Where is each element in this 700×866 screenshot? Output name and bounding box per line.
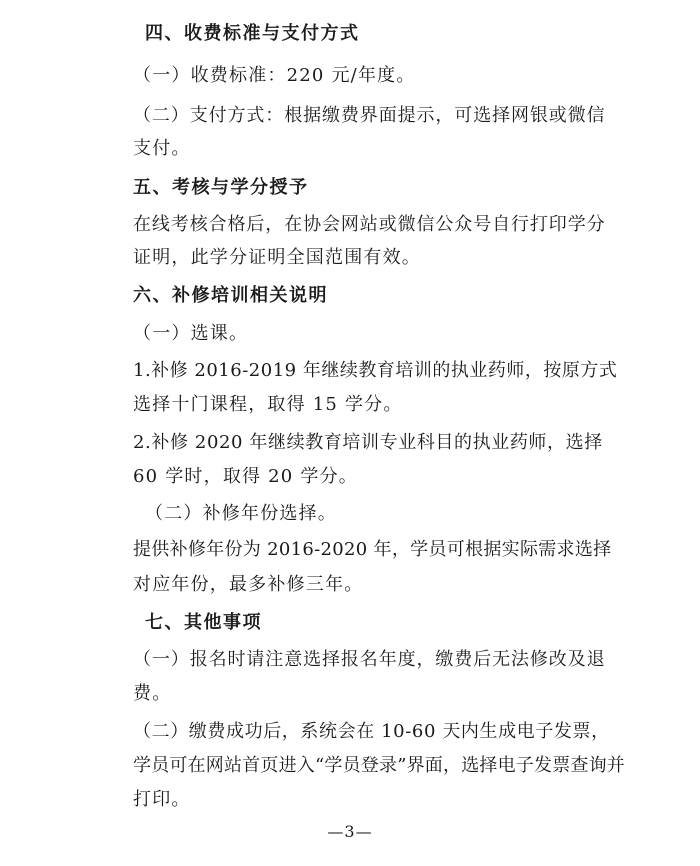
paragraph-line: 提供补修年份为 2016-2020 年，学员可根据实际需求选择 bbox=[133, 539, 612, 560]
section-heading-other-matters: 七、其他事项 bbox=[145, 612, 262, 633]
paragraph-line: 1.补修 2016-2019 年继续教育培训的执业药师，按原方式 bbox=[133, 360, 618, 381]
paragraph-line: 支付。 bbox=[133, 138, 191, 159]
paragraph-line: 2.补修 2020 年继续教育培训专业科目的执业药师，选择 bbox=[133, 432, 603, 453]
section-heading-makeup-training: 六、补修培训相关说明 bbox=[133, 285, 328, 306]
paragraph-line: （一）选课。 bbox=[133, 323, 249, 344]
paragraph-line: 证明，此学分证明全国范围有效。 bbox=[133, 247, 421, 268]
paragraph-line: （二）缴费成功后，系统会在 10-60 天内生成电子发票， bbox=[133, 721, 610, 742]
paragraph-line: 打印。 bbox=[133, 789, 191, 810]
paragraph-line: 60 学时，取得 20 学分。 bbox=[133, 466, 358, 487]
page-number: —3— bbox=[327, 822, 373, 841]
paragraph-line: （一）收费标准：220 元/年度。 bbox=[133, 65, 416, 86]
paragraph-line: 对应年份，最多补修三年。 bbox=[133, 574, 364, 595]
paragraph-line: 学员可在网站首页进入“学员登录”界面，选择电子发票查询并 bbox=[133, 755, 626, 776]
section-heading-assessment-credits: 五、考核与学分授予 bbox=[133, 177, 309, 198]
paragraph-line: 选择十门课程，取得 15 学分。 bbox=[133, 394, 403, 415]
paragraph-line: 费。 bbox=[133, 683, 172, 704]
paragraph-line: （二）补修年份选择。 bbox=[145, 503, 337, 524]
paragraph-line: 在线考核合格后，在协会网站或微信公众号自行打印学分 bbox=[133, 214, 606, 235]
paragraph-line: （一）报名时请注意选择报名年度，缴费后无法修改及退 bbox=[133, 649, 606, 670]
paragraph-line: （二）支付方式：根据缴费界面提示，可选择网银或微信 bbox=[133, 105, 606, 126]
section-heading-fees-payment: 四、收费标准与支付方式 bbox=[145, 23, 360, 44]
